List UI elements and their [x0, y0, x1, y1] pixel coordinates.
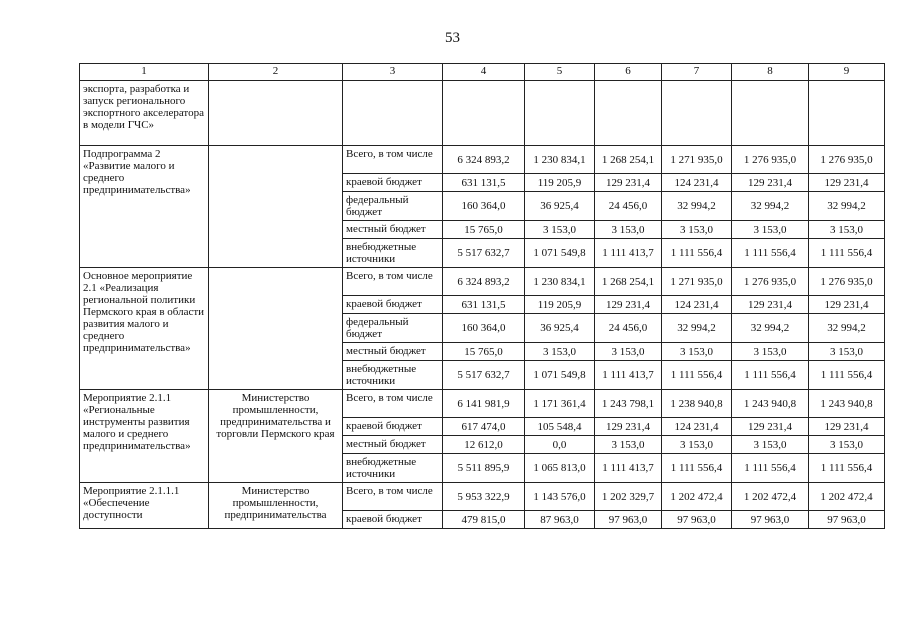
- program-name-cell: экспорта, разработка и запуск регионального экспортного акселератора в модели ГЧС»: [80, 81, 209, 146]
- funding-source-cell: краевой бюджет: [343, 511, 443, 529]
- amount-cell: 129 231,4: [732, 174, 809, 192]
- amount-cell: 15 765,0: [443, 343, 525, 361]
- table-row: [80, 146, 885, 174]
- amount-cell: 3 153,0: [809, 436, 885, 454]
- funding-source-cell: местный бюджет: [343, 343, 443, 361]
- funding-source-cell: федеральный бюджет: [343, 192, 443, 221]
- amount-cell: 3 153,0: [595, 343, 662, 361]
- header-cell: 6: [595, 64, 662, 81]
- amount-cell: 97 963,0: [809, 511, 885, 529]
- amount-cell: 1 271 935,0: [662, 268, 732, 296]
- executor-cell: [209, 146, 343, 268]
- table-row: [80, 390, 885, 418]
- amount-cell: 3 153,0: [809, 221, 885, 239]
- amount-cell: 1 202 472,4: [732, 483, 809, 511]
- funding-source-cell: краевой бюджет: [343, 296, 443, 314]
- amount-cell: 119 205,9: [525, 296, 595, 314]
- header-row: [80, 64, 885, 81]
- table-row: [80, 483, 885, 511]
- amount-cell: 124 231,4: [662, 296, 732, 314]
- header-cell: 3: [343, 64, 443, 81]
- amount-cell: 617 474,0: [443, 418, 525, 436]
- funding-source-cell: Всего, в том числе: [343, 268, 443, 296]
- program-name-cell: Мероприятие 2.1.1.1 «Обеспечение доступности: [80, 483, 209, 529]
- empty-cell: [662, 81, 732, 146]
- amount-cell: 32 994,2: [809, 314, 885, 343]
- empty-cell: [343, 81, 443, 146]
- funding-source-cell: внебюджетные источники: [343, 361, 443, 390]
- amount-cell: 160 364,0: [443, 192, 525, 221]
- program-name-cell: Мероприятие 2.1.1 «Региональные инструменты развития малого и среднего предпринимательства»: [80, 390, 209, 483]
- empty-cell: [525, 81, 595, 146]
- amount-cell: 129 231,4: [809, 418, 885, 436]
- amount-cell: 1 276 935,0: [809, 268, 885, 296]
- amount-cell: 3 153,0: [595, 436, 662, 454]
- amount-cell: 15 765,0: [443, 221, 525, 239]
- amount-cell: 1 268 254,1: [595, 146, 662, 174]
- executor-cell: [209, 81, 343, 146]
- amount-cell: 1 268 254,1: [595, 268, 662, 296]
- amount-cell: 1 243 940,8: [809, 390, 885, 418]
- amount-cell: 3 153,0: [732, 436, 809, 454]
- amount-cell: 24 456,0: [595, 192, 662, 221]
- amount-cell: 3 153,0: [809, 343, 885, 361]
- amount-cell: 129 231,4: [809, 174, 885, 192]
- amount-cell: 32 994,2: [662, 314, 732, 343]
- amount-cell: 1 111 556,4: [662, 239, 732, 268]
- funding-source-cell: Всего, в том числе: [343, 483, 443, 511]
- amount-cell: 3 153,0: [525, 343, 595, 361]
- budget-table: [79, 63, 885, 529]
- funding-source-cell: внебюджетные источники: [343, 454, 443, 483]
- amount-cell: 5 517 632,7: [443, 361, 525, 390]
- amount-cell: 1 230 834,1: [525, 268, 595, 296]
- amount-cell: 1 111 556,4: [732, 361, 809, 390]
- amount-cell: 3 153,0: [662, 343, 732, 361]
- amount-cell: 631 131,5: [443, 174, 525, 192]
- amount-cell: 129 231,4: [595, 418, 662, 436]
- empty-cell: [595, 81, 662, 146]
- header-cell: 2: [209, 64, 343, 81]
- header-cell: 8: [732, 64, 809, 81]
- table-row: [80, 268, 885, 296]
- amount-cell: 87 963,0: [525, 511, 595, 529]
- amount-cell: 3 153,0: [662, 436, 732, 454]
- amount-cell: 129 231,4: [732, 418, 809, 436]
- amount-cell: 1 143 576,0: [525, 483, 595, 511]
- amount-cell: 124 231,4: [662, 174, 732, 192]
- amount-cell: 631 131,5: [443, 296, 525, 314]
- amount-cell: 1 202 472,4: [809, 483, 885, 511]
- amount-cell: 3 153,0: [732, 221, 809, 239]
- amount-cell: 1 111 556,4: [732, 454, 809, 483]
- amount-cell: 24 456,0: [595, 314, 662, 343]
- amount-cell: 1 111 556,4: [662, 361, 732, 390]
- amount-cell: 1 171 361,4: [525, 390, 595, 418]
- amount-cell: 1 243 940,8: [732, 390, 809, 418]
- executor-cell: [209, 268, 343, 390]
- amount-cell: 5 517 632,7: [443, 239, 525, 268]
- empty-cell: [809, 81, 885, 146]
- amount-cell: 1 071 549,8: [525, 239, 595, 268]
- amount-cell: 36 925,4: [525, 192, 595, 221]
- amount-cell: 3 153,0: [662, 221, 732, 239]
- empty-cell: [443, 81, 525, 146]
- amount-cell: 1 111 556,4: [732, 239, 809, 268]
- executor-cell: Министерство промышленности, предпринимательства: [209, 483, 343, 529]
- amount-cell: 6 324 893,2: [443, 268, 525, 296]
- amount-cell: 32 994,2: [809, 192, 885, 221]
- amount-cell: 3 153,0: [525, 221, 595, 239]
- program-name-cell: Основное мероприятие 2.1 «Реализация региональной политики Пермского края в области развития малого и среднего предпринимательства»: [80, 268, 209, 390]
- amount-cell: 1 276 935,0: [732, 146, 809, 174]
- amount-cell: 1 276 935,0: [809, 146, 885, 174]
- amount-cell: 1 111 556,4: [809, 454, 885, 483]
- funding-source-cell: краевой бюджет: [343, 418, 443, 436]
- amount-cell: 3 153,0: [732, 343, 809, 361]
- funding-source-cell: Всего, в том числе: [343, 146, 443, 174]
- amount-cell: 119 205,9: [525, 174, 595, 192]
- page-number: 53: [445, 30, 460, 46]
- amount-cell: 1 276 935,0: [732, 268, 809, 296]
- amount-cell: 6 324 893,2: [443, 146, 525, 174]
- funding-source-cell: Всего, в том числе: [343, 390, 443, 418]
- amount-cell: 129 231,4: [732, 296, 809, 314]
- funding-source-cell: местный бюджет: [343, 436, 443, 454]
- header-cell: 1: [80, 64, 209, 81]
- amount-cell: 1 111 556,4: [662, 454, 732, 483]
- amount-cell: 5 511 895,9: [443, 454, 525, 483]
- header-cell: 9: [809, 64, 885, 81]
- amount-cell: 32 994,2: [732, 192, 809, 221]
- amount-cell: 36 925,4: [525, 314, 595, 343]
- amount-cell: 1 071 549,8: [525, 361, 595, 390]
- amount-cell: 1 111 413,7: [595, 454, 662, 483]
- amount-cell: 1 243 798,1: [595, 390, 662, 418]
- amount-cell: 3 153,0: [595, 221, 662, 239]
- amount-cell: 1 271 935,0: [662, 146, 732, 174]
- amount-cell: 97 963,0: [662, 511, 732, 529]
- funding-source-cell: федеральный бюджет: [343, 314, 443, 343]
- funding-source-cell: краевой бюджет: [343, 174, 443, 192]
- amount-cell: 5 953 322,9: [443, 483, 525, 511]
- amount-cell: 97 963,0: [595, 511, 662, 529]
- amount-cell: 1 111 556,4: [809, 239, 885, 268]
- executor-cell: Министерство промышленности, предпринимательства и торговли Пермского края: [209, 390, 343, 483]
- amount-cell: 1 065 813,0: [525, 454, 595, 483]
- amount-cell: 1 202 472,4: [662, 483, 732, 511]
- amount-cell: 124 231,4: [662, 418, 732, 436]
- amount-cell: 6 141 981,9: [443, 390, 525, 418]
- amount-cell: 0,0: [525, 436, 595, 454]
- amount-cell: 12 612,0: [443, 436, 525, 454]
- header-cell: 4: [443, 64, 525, 81]
- funding-source-cell: внебюджетные источники: [343, 239, 443, 268]
- program-name-cell: Подпрограмма 2 «Развитие малого и среднего предпринимательства»: [80, 146, 209, 268]
- amount-cell: 97 963,0: [732, 511, 809, 529]
- amount-cell: 1 111 413,7: [595, 239, 662, 268]
- header-cell: 7: [662, 64, 732, 81]
- amount-cell: 32 994,2: [662, 192, 732, 221]
- amount-cell: 1 230 834,1: [525, 146, 595, 174]
- amount-cell: 1 202 329,7: [595, 483, 662, 511]
- amount-cell: 160 364,0: [443, 314, 525, 343]
- amount-cell: 32 994,2: [732, 314, 809, 343]
- funding-source-cell: местный бюджет: [343, 221, 443, 239]
- empty-cell: [732, 81, 809, 146]
- amount-cell: 1 111 413,7: [595, 361, 662, 390]
- amount-cell: 129 231,4: [809, 296, 885, 314]
- amount-cell: 129 231,4: [595, 296, 662, 314]
- amount-cell: 479 815,0: [443, 511, 525, 529]
- amount-cell: 1 238 940,8: [662, 390, 732, 418]
- amount-cell: 105 548,4: [525, 418, 595, 436]
- continued-row: [80, 81, 885, 146]
- header-cell: 5: [525, 64, 595, 81]
- amount-cell: 129 231,4: [595, 174, 662, 192]
- amount-cell: 1 111 556,4: [809, 361, 885, 390]
